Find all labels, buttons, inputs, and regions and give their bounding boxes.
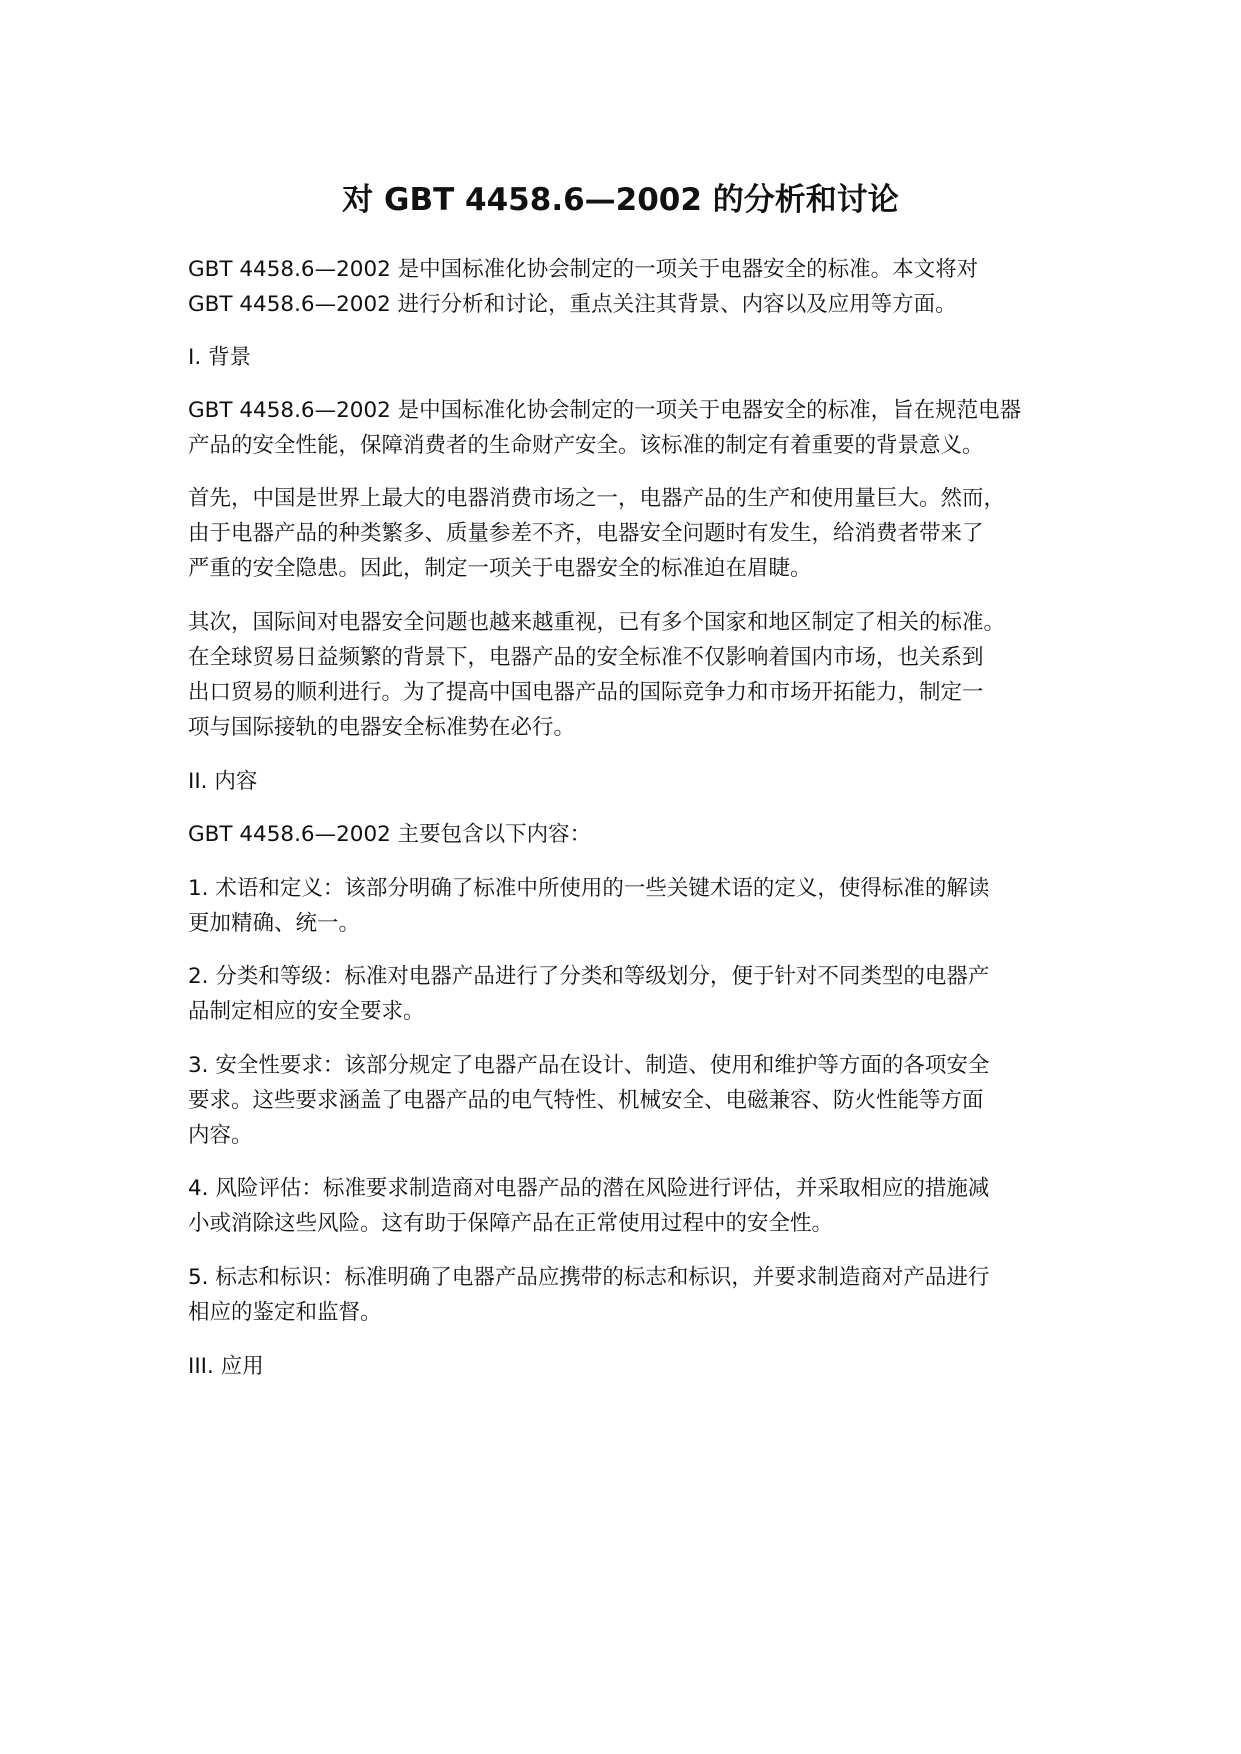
content-item-3-line: 3. 安全性要求：该部分规定了电器产品在设计、制造、使用和维护等方面的各项安全 [188, 1053, 990, 1078]
background-paragraph-3-line: 出口贸易的顺利进行。为了提高中国电器产品的国际竞争力和市场开拓能力，制定一 [188, 680, 984, 705]
background-paragraph-2-line: 首先，中国是世界上最大的电器消费市场之一，电器产品的生产和使用量巨大。然而， [188, 486, 1006, 511]
content-item-2-line: 品制定相应的安全要求。 [188, 999, 425, 1024]
intro-line: GBT 4458.6—2002 进行分析和讨论，重点关注其背景、内容以及应用等方面。 [188, 292, 957, 317]
section-heading-content: II. 内容 [188, 769, 258, 794]
background-paragraph-2-line: 由于电器产品的种类繁多、质量参差不齐，电器安全问题时有发生，给消费者带来了 [188, 521, 984, 546]
background-paragraph-3-line: 其次，国际间对电器安全问题也越来越重视，已有多个国家和地区制定了相关的标准。 [188, 610, 1006, 635]
content-lead: GBT 4458.6—2002 主要包含以下内容： [188, 822, 592, 847]
content-item-2-line: 2. 分类和等级：标准对电器产品进行了分类和等级划分，便于针对不同类型的电器产 [188, 964, 990, 989]
content-item-1-line: 更加精确、统一。 [188, 911, 361, 936]
content-item-5-line: 相应的鉴定和监督。 [188, 1300, 382, 1325]
content-item-1-line: 1. 术语和定义：该部分明确了标准中所使用的一些关键术语的定义，使得标准的解读 [188, 876, 990, 901]
intro-line: GBT 4458.6—2002 是中国标准化协会制定的一项关于电器安全的标准。本文将对 [188, 257, 979, 282]
background-paragraph-1-line: 产品的安全性能，保障消费者的生命财产安全。该标准的制定有着重要的背景意义。 [188, 433, 984, 458]
section-heading-application: III. 应用 [188, 1354, 264, 1379]
content-item-3-line: 内容。 [188, 1123, 253, 1148]
content-item-4-line: 4. 风险评估：标准要求制造商对电器产品的潜在风险进行评估，并采取相应的措施减 [188, 1176, 990, 1201]
background-paragraph-3-line: 在全球贸易日益频繁的背景下，电器产品的安全标准不仅影响着国内市场，也关系到 [188, 645, 984, 670]
content-item-5-line: 5. 标志和标识：标准明确了电器产品应携带的标志和标识，并要求制造商对产品进行 [188, 1265, 990, 1290]
content-item-4-line: 小或消除这些风险。这有助于保障产品在正常使用过程中的安全性。 [188, 1211, 834, 1236]
content-item-3-line: 要求。这些要求涵盖了电器产品的电气特性、机械安全、电磁兼容、防火性能等方面 [188, 1088, 984, 1113]
background-paragraph-2-line: 严重的安全隐患。因此，制定一项关于电器安全的标准迫在眉睫。 [188, 556, 812, 581]
background-paragraph-1-line: GBT 4458.6—2002 是中国标准化协会制定的一项关于电器安全的标准，旨在规范电器 [188, 398, 1022, 423]
background-paragraph-3-line: 项与国际接轨的电器安全标准势在必行。 [188, 715, 576, 740]
section-heading-background: I. 背景 [188, 345, 252, 370]
document-title: 对 GBT 4458.6—2002 的分析和讨论 [342, 182, 899, 218]
